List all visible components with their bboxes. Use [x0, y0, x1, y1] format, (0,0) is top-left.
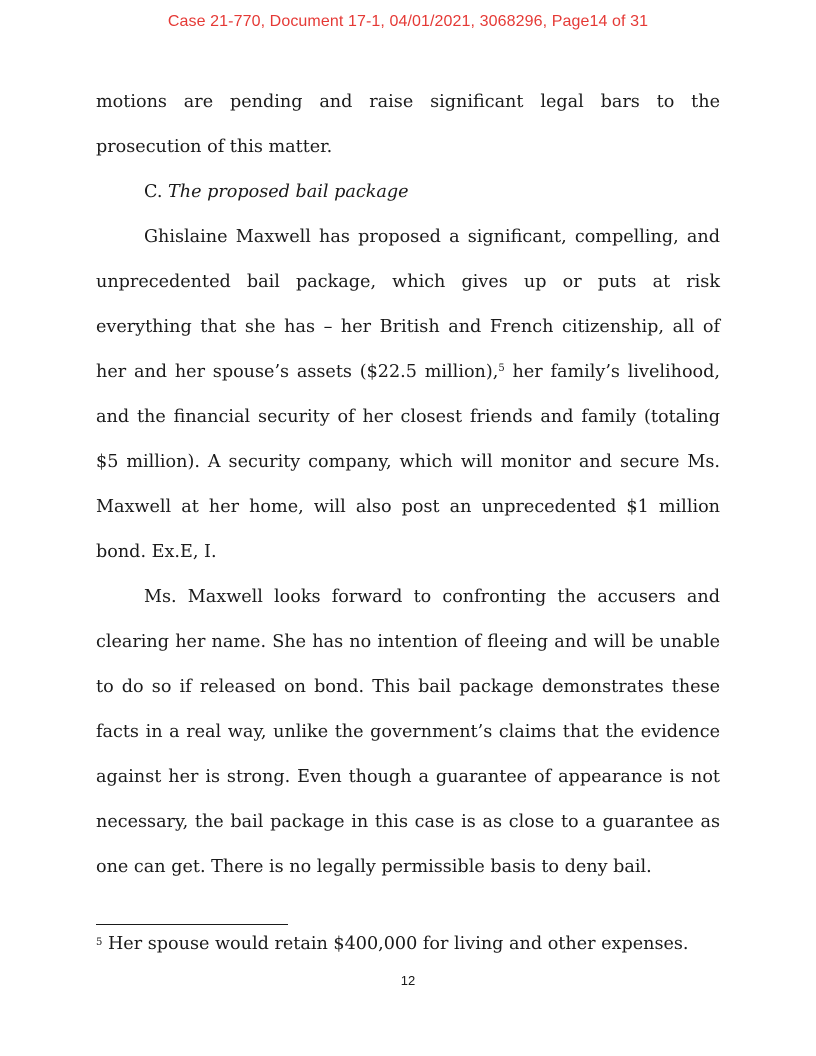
footnote-divider	[96, 924, 288, 925]
footnote-number: 5	[96, 937, 103, 948]
paragraph-bail-package-text-2: her family’s livelihood, and the financial security of her closest friends and family (totaling $5 million). A security company, which will monitor and secure Ms. Maxwell at her home, will also post an unprecedented $1 million bond. Ex.E, I.	[96, 362, 720, 562]
section-heading-title: The proposed bail package	[168, 182, 409, 202]
page-number: 12	[400, 973, 416, 988]
footnote-text: Her spouse would retain $400,000 for living and other expenses.	[102, 934, 689, 954]
paragraph-bail-package-text-1: Ghislaine Maxwell has proposed a significant, compelling, and unprecedented bail package, which gives up or puts at risk everything that she has – her British and French citizenship, all of her and her spouse’s assets ($22.5 million),	[96, 227, 720, 382]
paragraph-continuation: motions are pending and raise significant legal bars to the prosecution of this matter.	[96, 92, 720, 157]
section-heading	[96, 170, 720, 215]
footnote-reference[interactable]: 5	[498, 363, 505, 374]
section-heading-label: C.	[144, 182, 163, 202]
paragraph-bail-package	[96, 215, 720, 575]
footnote	[96, 932, 720, 956]
case-header: Case 21-770, Document 17-1, 04/01/2021, 3068296, Page14 of 31	[167, 13, 649, 30]
paragraph-confronting-accusers: Ms. Maxwell looks forward to confronting the accusers and clearing her name. She has no intention of fleeing and will be unable to do so if released on bond. This bail package demonstrates these facts in a real way, unlike the government’s claims that the evidence against her is strong. Even though a guarantee of appearance is not necessary, the bail package in this case is as close to a guarantee as one can get. There is no legally permissible basis to deny bail.	[96, 587, 720, 877]
document-body	[96, 80, 720, 890]
